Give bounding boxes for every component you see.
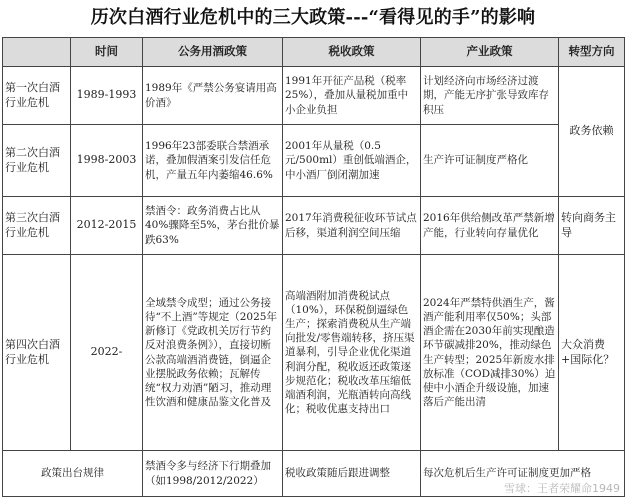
row-period: 2012-2015: [71, 197, 143, 255]
footer-label: 政策出台规律: [3, 451, 143, 497]
row-official-policy: 1996年23部委联合禁酒承诺，叠加假酒案引发信任危机，产量五年内萎缩46.6%: [143, 125, 283, 197]
header-transition-direction: 转型方向: [559, 38, 625, 67]
row-industry-policy: 2024年严禁特供酒生产，酱酒产能利用率仅50%；头部酒企需在2030年前实现酿造环节碳减排20%，推动绿色生产转型；2025年新废水排放标准（COD减排30%）迫使中小酒企升级设施，加速落后产能出清: [421, 255, 559, 451]
table-row: [3, 197, 625, 255]
row-transition-direction: 大众消费+国际化？: [559, 255, 625, 451]
footer-tax-policy: 税收政策随后跟进调整: [283, 451, 421, 497]
row-industry-policy: 计划经济向市场经济过渡期，产能无序扩张导致库存积压: [421, 67, 559, 125]
table-row: [3, 67, 625, 125]
header-industry-policy: 产业政策: [421, 38, 559, 67]
row-transition-direction: 转向商务主导: [559, 197, 625, 255]
row-period: 1989-1993: [71, 67, 143, 125]
row-tax-policy: 2017年消费税征收环节试点后移，渠道利润空间压缩: [283, 197, 421, 255]
table-row: [3, 125, 625, 197]
row-period: 2022-: [71, 255, 143, 451]
row-era: 第一次白酒行业危机: [3, 67, 71, 125]
row-tax-policy: 2001年从量税（0.5元/500ml）重创低端酒企，中小酒厂倒闭潮加速: [283, 125, 421, 197]
row-tax-policy: 1991年开征产品税（税率25%），叠加从量税加重中小企业负担: [283, 67, 421, 125]
header-period: 时间: [71, 38, 143, 67]
row-era: 第三次白酒行业危机: [3, 197, 71, 255]
policy-table: [2, 37, 625, 497]
header-era: [3, 38, 71, 67]
row-tax-policy: 高端酒附加消费税试点（10%），环保税倒逼绿色生产；探索消费税从生产端向批发/零售端转移，挤压渠道暴利，引导企业优化渠道利润分配，税收返还政策逐步规范化；税收改革压缩低端酒利润，光瓶酒转向高线化；税收优惠支持出口: [283, 255, 421, 451]
table-row: [3, 255, 625, 451]
watermark-text: 雪球：王者荣耀命1949: [504, 482, 620, 495]
row-official-policy: 禁酒令：政务消费占比从40%骤降至5%，茅台批价暴跌63%: [143, 197, 283, 255]
row-industry-policy: 2016年供给侧改革严禁新增产能，行业转向存量优化: [421, 197, 559, 255]
header-official-policy: 公务用酒政策: [143, 38, 283, 67]
header-tax-policy: 税收政策: [283, 38, 421, 67]
row-period: 1998-2003: [71, 125, 143, 197]
row-transition-direction-merged: 政务依赖: [559, 67, 625, 197]
footer-official-policy: 禁酒令多与经济下行期叠加（如1998/2012/2022）: [143, 451, 283, 497]
row-industry-policy: 生产许可证制度严格化: [421, 125, 559, 197]
row-official-policy: 全域禁令成型；通过公务接待“不上酒”等规定（2025年新修订《党政机关厉行节约反对浪费条例》），直接切断公款高端酒消费链，倒逼企业摆脱政务依赖；瓦解传统“权力劝酒”陋习，推动理性饮酒和健康品鉴文化普及: [143, 255, 283, 451]
row-era: 第四次白酒行业危机: [3, 255, 71, 451]
table-header-row: [3, 38, 625, 67]
row-official-policy: 1989年《严禁公务宴请用高价酒》: [143, 67, 283, 125]
page-title: 历次白酒行业危机中的三大政策---“看得见的手”的影响: [90, 7, 536, 28]
row-era: 第二次白酒行业危机: [3, 125, 71, 197]
footer-industry-policy: 每次危机后生产许可证制度更加严格: [421, 451, 625, 497]
